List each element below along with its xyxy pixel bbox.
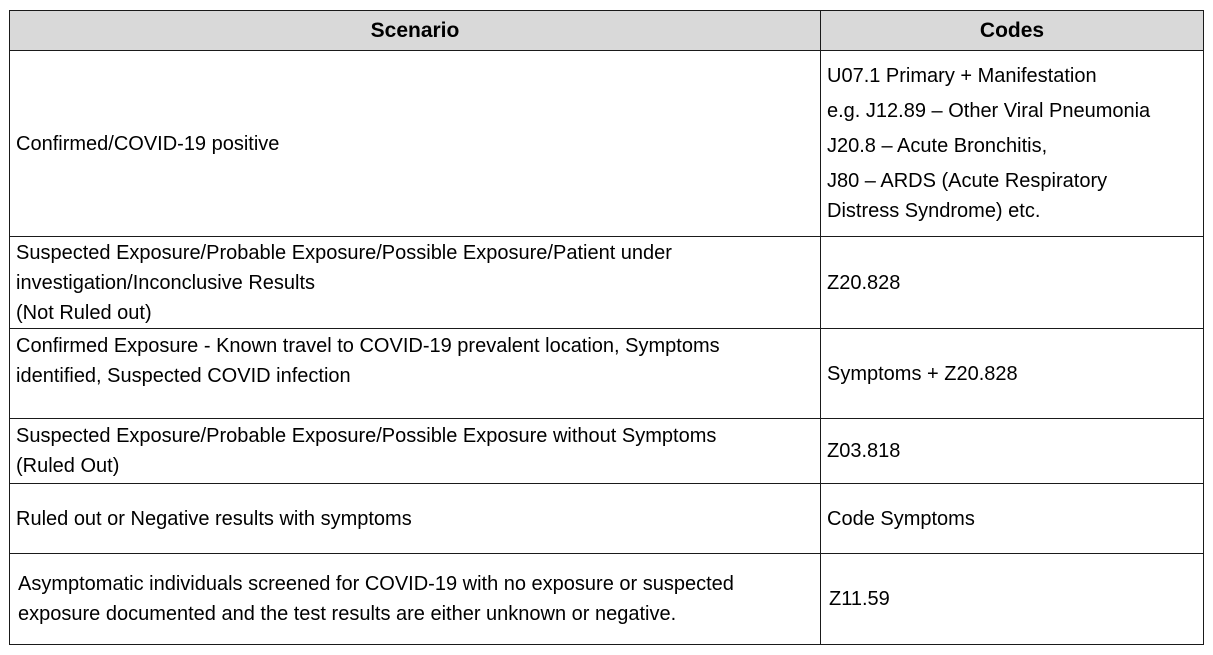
scenario-text: Suspected Exposure/Probable Exposure/Possible Exposure without Symptoms [16, 425, 717, 447]
codes-cell [821, 51, 1204, 237]
scenario-text: Ruled out or Negative results with symptoms [16, 507, 412, 530]
code-text: Z11.59 [829, 588, 890, 610]
scenario-text: investigation/Inconclusive Results [16, 271, 316, 294]
scenario-text: (Ruled Out) [16, 455, 120, 477]
table-row [10, 419, 1204, 484]
scenario-text: Confirmed Exposure - Known travel to COVID-19 prevalent location, Symptoms [16, 335, 720, 357]
header-row [10, 11, 1204, 51]
scenario-text: identified, Suspected COVID infection [16, 365, 351, 387]
code-text: Z20.828 [827, 271, 901, 294]
table-row [10, 329, 1204, 419]
scenario-text: exposure documented and the test results are either unknown or negative. [18, 603, 677, 625]
code-text: J80 – ARDS (Acute Respiratory [827, 170, 1108, 192]
scenario-cell [10, 237, 821, 329]
table-row [10, 554, 1204, 645]
scenario-cell [10, 554, 821, 645]
covid-codes-table [9, 10, 1204, 645]
codes-cell [821, 554, 1204, 645]
table-row [10, 237, 1204, 329]
scenario-cell [10, 484, 821, 554]
scenario-text: Suspected Exposure/Probable Exposure/Possible Exposure/Patient under [16, 241, 672, 264]
code-text: Symptoms + Z20.828 [827, 362, 1018, 385]
code-text: J20.8 – Acute Bronchitis, [827, 135, 1048, 157]
codes-cell [821, 237, 1204, 329]
header-codes: Codes [821, 11, 1204, 51]
code-text: Z03.818 [827, 440, 901, 462]
scenario-cell [10, 329, 821, 419]
scenario-cell [10, 51, 821, 237]
scenario-cell [10, 419, 821, 484]
code-text: U07.1 Primary + Manifestation [827, 65, 1097, 87]
header-scenario: Scenario [10, 11, 821, 51]
code-text: Distress Syndrome) etc. [827, 200, 1041, 222]
scenario-text: Asymptomatic individuals screened for COVID-19 with no exposure or suspected [18, 573, 734, 595]
codes-cell [821, 419, 1204, 484]
table-row [10, 51, 1204, 237]
scenario-text: Confirmed/COVID-19 positive [16, 132, 280, 155]
codes-cell [821, 329, 1204, 419]
code-text: e.g. J12.89 – Other Viral Pneumonia [827, 100, 1151, 122]
code-text: Code Symptoms [827, 507, 975, 530]
scenario-text: (Not Ruled out) [16, 301, 152, 324]
table-row [10, 484, 1204, 554]
codes-cell [821, 484, 1204, 554]
